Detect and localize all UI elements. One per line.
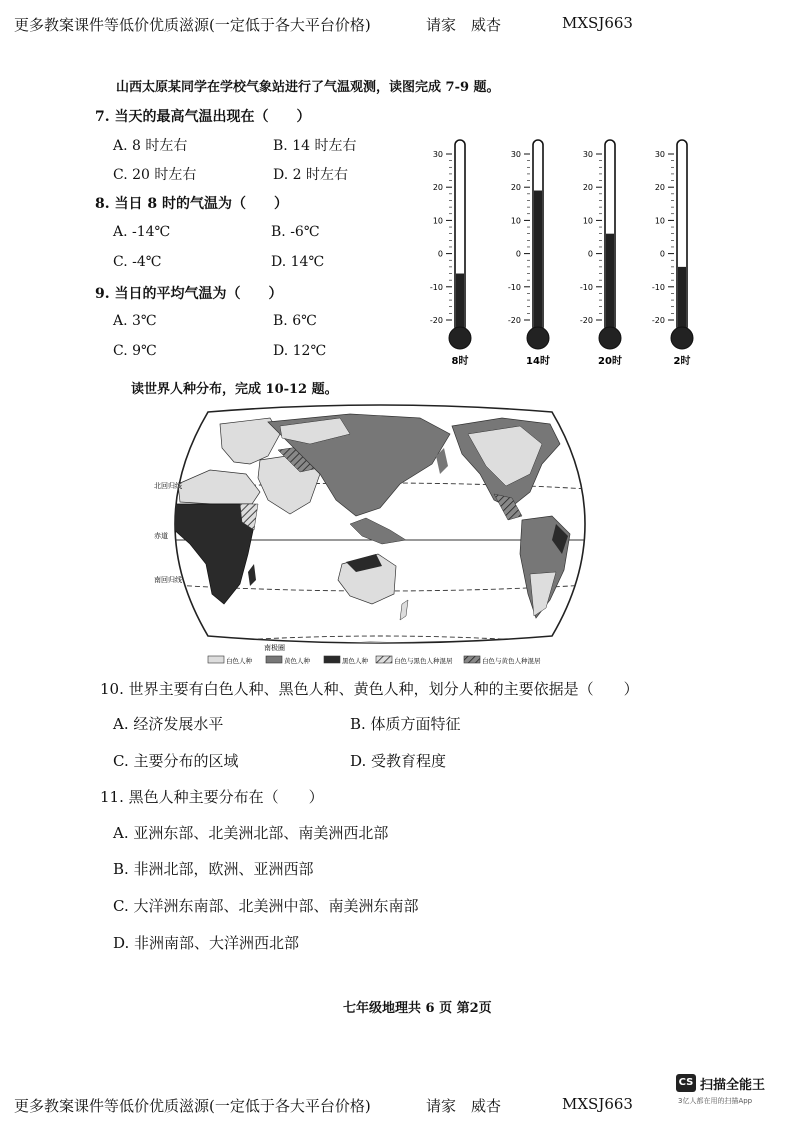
legend-black: 黑色人种 bbox=[342, 657, 368, 665]
q8-stem: 8. 当日 8 时的气温为（ ） bbox=[95, 196, 288, 212]
thermometer bbox=[652, 140, 693, 367]
ad-contact: 请家 威杏 bbox=[426, 16, 502, 34]
camscanner-name: 扫描全能王 bbox=[700, 1078, 766, 1093]
q10-option-c[interactable]: C. 主要分布的区域 bbox=[113, 752, 239, 770]
scale-tick-label: -10 bbox=[651, 282, 665, 292]
thermometer-time-label: 14时 bbox=[526, 356, 550, 367]
label-equator: 赤道 bbox=[154, 532, 168, 540]
map-legend bbox=[208, 656, 541, 665]
q7-option-d[interactable]: D. 2 时左右 bbox=[273, 167, 348, 183]
camscanner-logo-icon: CS bbox=[676, 1074, 696, 1092]
legend-white: 白色人种 bbox=[226, 657, 252, 665]
q7-option-c[interactable]: C. 20 时左右 bbox=[113, 167, 197, 183]
label-tropic-south: 南回归线 bbox=[154, 576, 182, 584]
scale-tick-label: 20 bbox=[582, 183, 593, 193]
q9-option-a[interactable]: A. 3℃ bbox=[113, 313, 157, 329]
thermometer-bulb bbox=[527, 327, 549, 349]
q10-option-d[interactable]: D. 受教育程度 bbox=[350, 752, 447, 770]
legend-white-yellow-mixed: 白色与黄色人种混居 bbox=[482, 657, 541, 665]
legend-yellow: 黄色人种 bbox=[284, 657, 310, 665]
q9-stem: 9. 当日的平均气温为（ ） bbox=[95, 286, 283, 302]
thermometer-bulb bbox=[449, 327, 471, 349]
scale-tick-label: 0 bbox=[515, 249, 521, 259]
scale-tick-label: 30 bbox=[582, 150, 593, 159]
q10-option-a[interactable]: A. 经济发展水平 bbox=[113, 715, 224, 733]
q11-stem: 11. 黑色人种主要分布在（ ） bbox=[100, 788, 324, 806]
intro-q10-12: 读世界人种分布，完成 10-12 题。 bbox=[131, 382, 338, 397]
q9-option-b[interactable]: B. 6℃ bbox=[273, 313, 317, 329]
q9-option-d[interactable]: D. 12℃ bbox=[273, 343, 327, 359]
thermometer bbox=[580, 140, 622, 367]
scale-tick-label: 0 bbox=[587, 249, 593, 259]
scale-tick-label: 30 bbox=[432, 150, 443, 159]
q7-option-b[interactable]: B. 14 时左右 bbox=[273, 138, 357, 154]
world-race-map bbox=[150, 404, 610, 666]
scale-tick-label: 20 bbox=[654, 183, 665, 193]
ad-code: MXSJ663 bbox=[562, 1095, 633, 1113]
q7-option-a[interactable]: A. 8 时左右 bbox=[113, 138, 188, 154]
q11-option-b[interactable]: B. 非洲北部，欧洲、亚洲西部 bbox=[113, 860, 314, 878]
thermometer-bulb bbox=[671, 327, 693, 349]
label-antarctic: 南极圈 bbox=[264, 644, 285, 652]
thermometer bbox=[430, 140, 471, 367]
thermometer-time-label: 8时 bbox=[451, 356, 469, 367]
page-footer: 七年级地理共 6 页 第2页 bbox=[343, 1001, 492, 1016]
thermometer-bulb bbox=[599, 327, 621, 349]
scale-tick-label: 10 bbox=[582, 216, 593, 226]
scale-tick-label: -10 bbox=[429, 282, 443, 292]
top-ad-banner bbox=[14, 14, 784, 34]
q8-option-a[interactable]: A. -14℃ bbox=[113, 224, 171, 240]
legend-white-black-mixed: 白色与黑色人种混居 bbox=[394, 657, 453, 665]
scale-tick-label: -10 bbox=[579, 282, 593, 292]
mercury-column bbox=[678, 267, 686, 332]
q9-option-c[interactable]: C. 9℃ bbox=[113, 343, 157, 359]
label-tropic-north: 北回归线 bbox=[154, 482, 182, 490]
q11-option-d[interactable]: D. 非洲南部、大洋洲西北部 bbox=[113, 934, 300, 952]
q10-option-b[interactable]: B. 体质方面特征 bbox=[350, 715, 461, 733]
scale-tick-label: 10 bbox=[432, 216, 443, 226]
q8-option-c[interactable]: C. -4℃ bbox=[113, 254, 162, 270]
ad-text: 更多教案课件等低价优质滋源(一定低于各大平台价格) bbox=[14, 16, 371, 34]
q7-stem: 7. 当天的最高气温出现在（ ） bbox=[95, 109, 311, 125]
ad-contact: 请家 威杏 bbox=[426, 1097, 502, 1115]
q8-option-b[interactable]: B. -6℃ bbox=[271, 224, 320, 240]
scale-tick-label: 30 bbox=[654, 150, 665, 159]
scale-tick-label: 20 bbox=[432, 183, 443, 193]
thermometer-time-label: 2时 bbox=[673, 356, 691, 367]
scale-tick-label: -20 bbox=[429, 316, 443, 325]
mercury-column bbox=[606, 234, 614, 332]
ad-code: MXSJ663 bbox=[562, 14, 633, 32]
thermometer-time-label: 20时 bbox=[598, 356, 622, 367]
scale-tick-label: 0 bbox=[659, 249, 665, 259]
scale-tick-label: -10 bbox=[507, 282, 521, 292]
thermometer-figure bbox=[410, 120, 720, 375]
scale-tick-label: 20 bbox=[510, 183, 521, 193]
scale-tick-label: 10 bbox=[654, 216, 665, 226]
scale-tick-label: -20 bbox=[507, 316, 521, 325]
scale-tick-label: -20 bbox=[651, 316, 665, 325]
mercury-column bbox=[456, 274, 464, 332]
bottom-ad-banner bbox=[14, 1095, 664, 1115]
q11-option-c[interactable]: C. 大洋洲东南部、北美洲中部、南美洲东南部 bbox=[113, 897, 419, 915]
mercury-column bbox=[534, 191, 542, 332]
scale-tick-label: 30 bbox=[510, 150, 521, 159]
camscanner-tagline: 3亿人都在用的扫描App bbox=[678, 1097, 753, 1105]
scale-tick-label: -20 bbox=[579, 316, 593, 325]
q8-option-d[interactable]: D. 14℃ bbox=[271, 254, 325, 270]
scale-tick-label: 10 bbox=[510, 216, 521, 226]
scale-tick-label: 0 bbox=[437, 249, 443, 259]
q10-stem: 10. 世界主要有白色人种、黑色人种、黄色人种，划分人种的主要依据是（ ） bbox=[100, 680, 639, 698]
ad-text: 更多教案课件等低价优质滋源(一定低于各大平台价格) bbox=[14, 1097, 371, 1115]
thermometer bbox=[508, 140, 550, 367]
intro-q7-9: 山西太原某同学在学校气象站进行了气温观测，读图完成 7-9 题。 bbox=[116, 80, 500, 95]
q11-option-a[interactable]: A. 亚洲东部、北美洲北部、南美洲西北部 bbox=[113, 824, 389, 842]
